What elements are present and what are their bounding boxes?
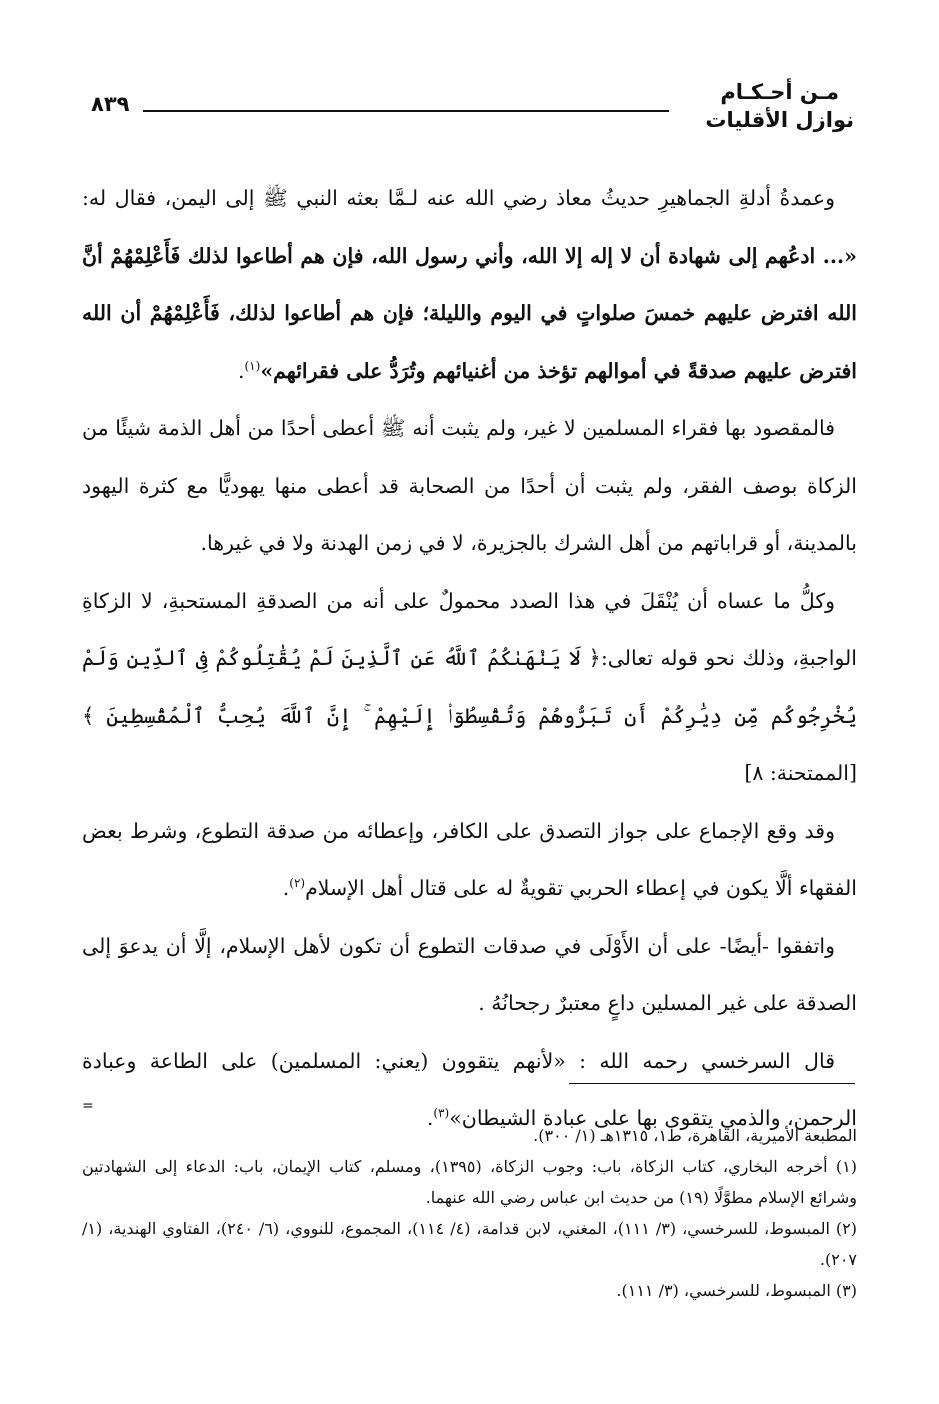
footnote-continuation: المطبعة الأميرية، القاهرة، ط١، ١٣١٥هـ (١/ ٣٠٠). [533, 1126, 857, 1145]
paragraph-4-end: . [282, 876, 290, 900]
paragraph-5-text: واتفقوا -أيضًا- على أن الأَوْلَى في صدقات التطوع أن تكون لأهل الإسلام، إلَّا أن يدعوَ إلى الصدقة على غير المسلين داعٍ معتبرٌ رجحانُهُ . [82, 933, 857, 1015]
paragraph-1-end: . [237, 358, 245, 383]
paragraph-2-text: فالمقصود بها فقراء المسلمين لا غير، ولم يثبت أنه ﷺ أعطى أحدًا من أهل الذمة شيئًا من الزكاة بوصف الفقر، ولم يثبت أن أحدًا من الصحابة قد أعطى منها يهوديًّا مع كثرة اليهود بالمدينة، أو قراباتهم من أهل الشرك بالجزيرة، لا في زمن الهدنة ولا في غيرها. [82, 416, 857, 555]
footnote-2: (٢) المبسوط، للسرخسي، (٣/ ١١١)، المغني، لابن قدامة، (٤/ ١١٤)، المجموع، للنووي، (٦/ ٢٤٠)، الفتاوي الهندية، (١/ ٢٠٧). [82, 1219, 858, 1269]
footnote-ref-2: (٢) [289, 876, 306, 891]
page-header [85, 78, 854, 142]
paragraph-1-text: وعمدةُ أدلةِ الجماهيرِ حديثُ معاذ رضي الله عنه لـمَّا بعثه النبي ﷺ إلى اليمن، فقال له: [82, 186, 835, 210]
book-title-line2: نوازل الأقليات [705, 108, 854, 132]
paragraph-4 [82, 803, 857, 918]
book-title-line1: مـن أحـكـام [720, 80, 839, 104]
footnote-3: (٣) المبسوط، للسرخسي، (٣/ ١١١). [616, 1281, 857, 1300]
hadith-quote: «... ادعُهم إلى شهادة أن لا إله إلا الله، وأني رسول الله، فإن هم أطاعوا لذلك فَأَعْلِمْهُمْ أنَّ الله افترض عليهم خمسَ صلواتٍ في اليوم والليلة؛ فإن هم أطاعوا لذلك، فَأَعْلِمْهُمْ أن الله افترض عليهم صدقةً في أموالهم تؤخذ من أغنيائهم وتُرَدُّ على فقرائهم» [82, 243, 857, 383]
main-text [82, 170, 857, 1148]
sarakhsi-quote: «لأنهم يتقوون (يعني: المسلمين) على الطاعة وعبادة الرحمن، والذمي يتقوى بها على عبادة الشيطان» [82, 1048, 857, 1130]
paragraph-6-end: . [426, 1106, 434, 1130]
footnote-1: (١) أخرجه البخاري، كتاب الزكاة، باب: وجوب الزكاة، (١٣٩٥)، ومسلم، كتاب الإيمان، باب: الدعاء إلى الشهادتين وشرائع الإسلام مطوَّلًا (١٩) من حديث ابن عباس رضي الله عنهما. [82, 1157, 857, 1207]
footnote-separator [569, 1083, 855, 1084]
footnote-continuation-mark: = [82, 1098, 94, 1114]
quran-verse: ﴿ لَا يَنْهَىٰكُمُ ٱللَّهُ عَنِ ٱلَّذِينَ لَمْ يُقَٰتِلُوكُمْ فِى ٱلدِّينِ وَلَمْ يُخْرِجُوكُم مِّن دِيَٰرِكُمْ أَن تَبَرُّوهُمْ وَتُقْسِطُوٓا۟ إِلَيْهِمْ ۚ إِنَّ ٱللَّهَ يُحِبُّ ٱلْمُقْسِطِينَ ﴾ [82, 646, 857, 728]
paragraph-6-text: قال السرخسي رحمه الله : [579, 1048, 835, 1073]
footnote-ref-3: (٣) [433, 1106, 450, 1121]
paragraph-5 [82, 918, 857, 1033]
paragraph-2 [82, 400, 857, 573]
paragraph-3-text: وكلُّ ما عساه أن يُنْقَلَ في هذا الصدد محمولٌ على أنه من الصدقةِ المستحبةِ، لا الزكاةِ الواجبةِ، وذلك نحو قوله تعالى: [82, 588, 857, 670]
paragraph-4-text: وقد وقع الإجماع على جواز التصدق على الكافر، وإعطائه من صدقة التطوع، وشرط بعض الفقهاء ألَّا يكون في إعطاء الحربي تقويةٌ له على قتال أهل الإسلام [82, 818, 857, 900]
header-rule [143, 110, 669, 112]
paragraph-3 [82, 573, 857, 803]
footnote-ref-1: (١) [244, 358, 261, 373]
paragraph-1 [82, 170, 857, 400]
footnotes [82, 1120, 857, 1306]
page-number: ٨٣٩ [91, 92, 130, 116]
book-title [705, 78, 854, 134]
quran-reference: [الممتحنة: ٨] [744, 761, 857, 785]
